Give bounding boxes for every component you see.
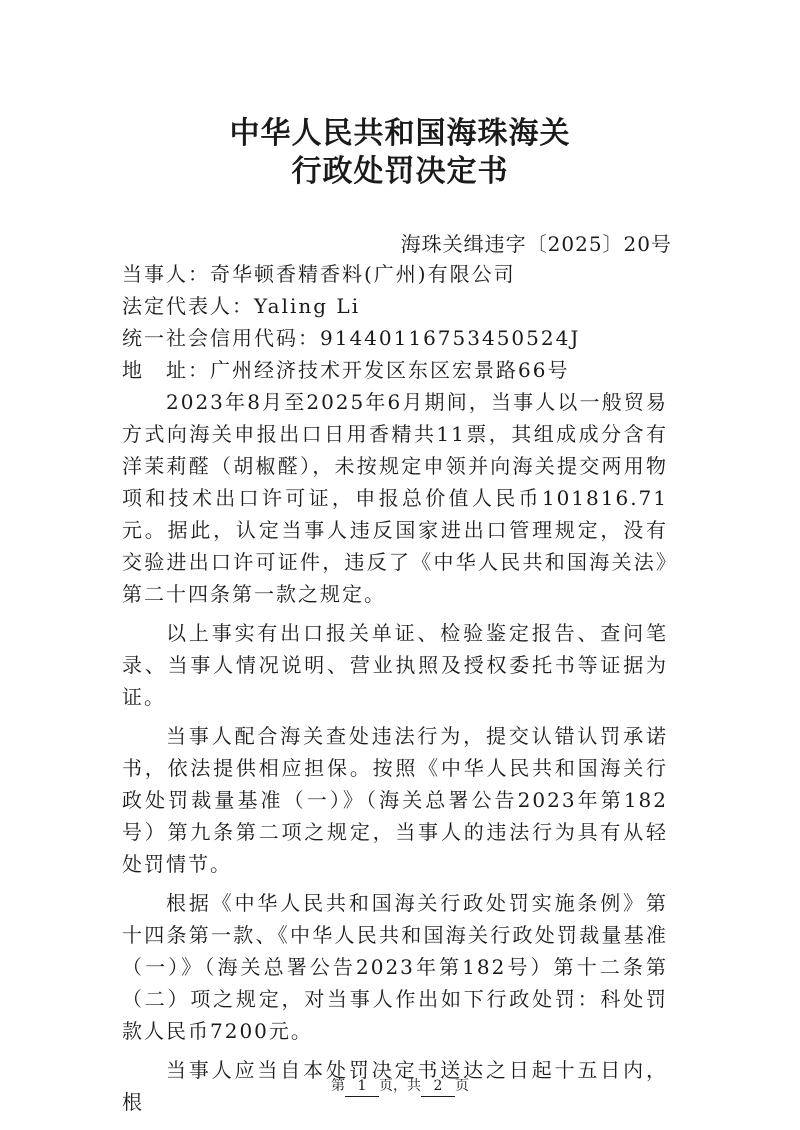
document-body	[122, 258, 668, 1118]
paragraph-mitigation: 当事人配合海关查处违法行为，提交认错认罚承诺书，依法提供相应担保。按照《中华人民共和国海关行政处罚裁量基准（一）》（海关总署公告2023年第182号）第九条第二项之规定，当事人的违法行为具有从轻处罚情节。	[122, 724, 668, 876]
paragraph-evidence: 以上事实有出口报关单证、检验鉴定报告、查问笔录、当事人情况说明、营业执照及授权委托书等证据为证。	[122, 621, 668, 709]
footer-page-current: 1	[345, 1076, 379, 1097]
paragraph-facts: 2023年8月至2025年6月期间，当事人以一般贸易方式向海关申报出口日用香精共11票，其组成成分含有洋茉莉醛（胡椒醛），未按规定申领并向海关提交两用物项和技术出口许可证，申报总价值人民币101816.71元。据此，认定当事人违反国家进出口管理规定，没有交验进出口许可证件，违反了《中华人民共和国海关法》第二十四条第一款之规定。	[122, 390, 668, 606]
legal-representative: 法定代表人：Yaling Li	[122, 294, 361, 318]
paragraph-penalty: 根据《中华人民共和国海关行政处罚实施条例》第十四条第一款、《中华人民共和国海关行政处罚裁量基准（一）》（海关总署公告2023年第182号）第十二条第（二）项之规定，对当事人作出如下行政处罚：科处罚款人民币7200元。	[122, 891, 668, 1043]
document-title-line1: 中华人民共和国海珠海关	[229, 116, 571, 151]
document-number: 海珠关缉违字〔2025〕20号	[400, 232, 672, 256]
footer-page-total: 2	[421, 1076, 455, 1097]
footer-middle: 页，共	[379, 1078, 421, 1094]
document-title-line2: 行政处罚决定书	[291, 154, 509, 189]
credit-code: 统一社会信用代码：91440116753450524J	[122, 326, 581, 350]
page-footer	[0, 1076, 800, 1097]
footer-suffix: 页	[455, 1078, 469, 1094]
party-name: 当事人：奇华顿香精香料(广州)有限公司	[122, 262, 516, 286]
footer-prefix: 第	[331, 1078, 345, 1094]
paragraph-payment: 当事人应当自本处罚决定书送达之日起十五日内，根	[122, 1058, 668, 1114]
address: 地 址：广州经济技术开发区东区宏景路66号	[122, 358, 570, 382]
